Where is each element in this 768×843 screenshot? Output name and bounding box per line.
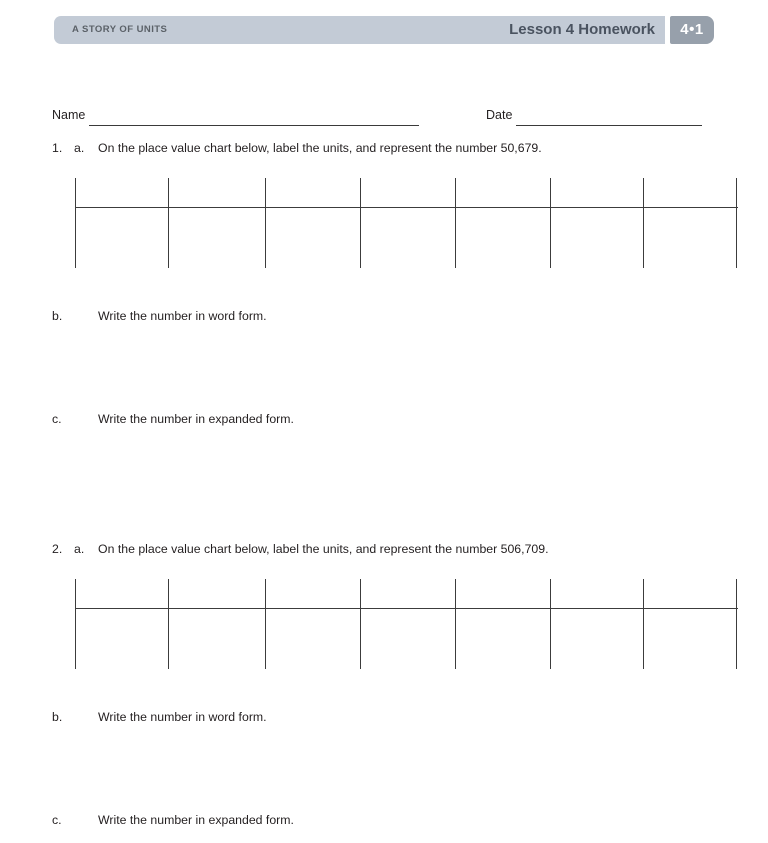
problem-1-item-a-text: On the place value chart below, label the units, and represent the number 50,679. <box>98 141 542 155</box>
place-value-chart-2[interactable] <box>75 579 738 669</box>
problem-1-item-c-text: Write the number in expanded form. <box>98 412 294 426</box>
problem-1-item-b-text: Write the number in word form. <box>98 309 267 323</box>
problem-2-item-c-letter: c. <box>52 813 62 827</box>
chart-1-header-divider <box>75 207 738 208</box>
problem-1-item-b <box>52 308 752 325</box>
header-bar <box>54 16 665 44</box>
chart-1-vline-2 <box>168 178 169 268</box>
problem-1-item-b-letter: b. <box>52 309 63 323</box>
problem-1-item-a-letter: a. <box>74 141 85 155</box>
chart-1-vline-7 <box>643 178 644 268</box>
chart-2-vline-3 <box>265 579 266 669</box>
problem-1-item-c-letter: c. <box>52 412 62 426</box>
problem-1-item-c <box>52 411 752 428</box>
chart-1-vline-5 <box>455 178 456 268</box>
date-input-rule[interactable] <box>516 109 702 126</box>
problem-2-item-c-text: Write the number in expanded form. <box>98 813 294 827</box>
name-input-rule[interactable] <box>89 109 419 126</box>
name-label: Name <box>52 108 86 122</box>
problem-2-item-a-text: On the place value chart below, label the units, and represent the number 506,709. <box>98 542 549 556</box>
problem-2-item-a <box>52 541 752 558</box>
chart-1-vline-8 <box>736 178 737 268</box>
chart-2-vline-4 <box>360 579 361 669</box>
chart-1-vline-6 <box>550 178 551 268</box>
date-field[interactable] <box>486 104 702 126</box>
chart-2-vline-7 <box>643 579 644 669</box>
chart-1-vline-1 <box>75 178 76 268</box>
problem-2-item-c <box>52 812 752 829</box>
name-date-row <box>52 104 712 126</box>
chart-2-vline-2 <box>168 579 169 669</box>
problem-2-item-a-letter: a. <box>74 542 85 556</box>
problem-2-number: 2. <box>52 542 63 556</box>
date-label: Date <box>486 108 513 122</box>
chart-2-vline-1 <box>75 579 76 669</box>
problem-2-item-b-text: Write the number in word form. <box>98 710 267 724</box>
problem-1-number: 1. <box>52 141 63 155</box>
name-field[interactable] <box>52 104 419 126</box>
header-lesson-label: Lesson 4 Homework <box>509 21 655 38</box>
place-value-chart-1[interactable] <box>75 178 738 268</box>
chart-1-vline-4 <box>360 178 361 268</box>
header-module-badge: 4•1 <box>670 16 714 44</box>
chart-2-vline-6 <box>550 579 551 669</box>
header-story-label: A STORY OF UNITS <box>72 24 168 35</box>
chart-2-header-divider <box>75 608 738 609</box>
chart-2-vline-8 <box>736 579 737 669</box>
problem-2-item-b <box>52 709 752 726</box>
problem-2-item-b-letter: b. <box>52 710 63 724</box>
chart-1-vline-3 <box>265 178 266 268</box>
chart-2-vline-5 <box>455 579 456 669</box>
problem-1-item-a <box>52 140 752 157</box>
